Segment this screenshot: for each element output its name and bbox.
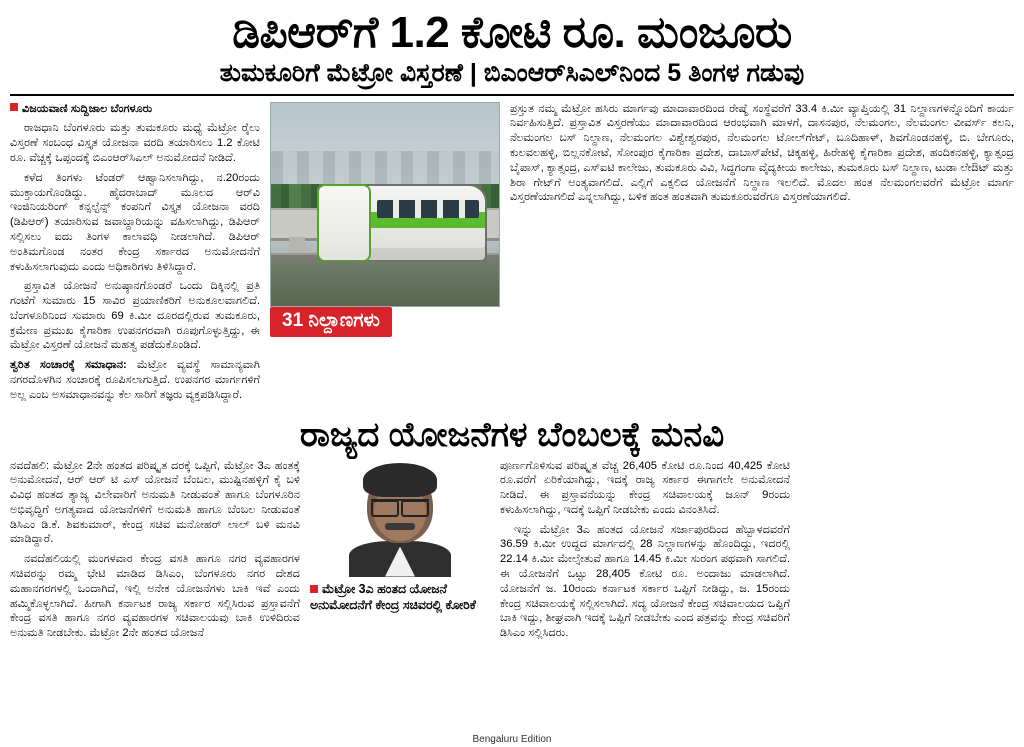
divider xyxy=(10,94,1014,96)
bottom-paragraph-4: ಇನ್ನು ಮೆಟ್ರೋ 3ಎ ಹಂತದ ಯೋಜನೆ ಸರ್ಜಾಪುರದಿಂದ ಹೆಬ್ಬಾಳದವರೆಗೆ 36.59 ಕಿ.ಮೀ ಉದ್ದದ ಮಾರ್ಗದಲ್ಲಿ 28 ನಿಲ್ದಾಣಗಳನ್ನು ಹೊಂದಿದ್ದು, ಇದರಲ್ಲಿ 22.14 ಕಿ.ಮೀ ಮೇಲ್ಸೇತುವೆ ಹಾಗೂ 14.45 ಕಿ.ಮೀ ಸುರಂಗ ಪಥವಾಗಿ ಸಾಗಲಿದೆ. ಈ ಯೋಜನೆಗೆ ಒಟ್ಟು 28,405 ಕೋಟಿ ರೂ. ಅಂದಾಜು ಮಾಡಲಾಗಿದೆ. ಯೋಜನೆಗೆ ಜ. 10ರಂದು ಕರ್ನಾಟಕ ಸರ್ಕಾರ ಒಪ್ಪಿಗೆ ನೀಡಿದ್ದು, ಜ. 15ರಂದು ಕೇಂದ್ರ ಸಚಿವಾಲಯಕ್ಕೆ ಸಲ್ಲಿಸಲಾಗಿದೆ. ಸದ್ಯ ಯೋಜನೆ ಕೇಂದ್ರ ಸಚಿವಾಲಯದ ಒಪ್ಪಿಗೆ ಬಾಕಿ ಇದ್ದು, ಶೀಘ್ರವಾಗಿ ಇದಕ್ಕೆ ಒಪ್ಪಿಗೆ ನೀಡಬೇಕು ಎಂದ ಪತ್ರವನ್ನು ಕೇಂದ್ರ ಸಚಿವರಿಗೆ ಡಿಸಿಎಂ ಸಲ್ಲಿಸಿದರು. xyxy=(500,523,790,640)
edition-footer: Bengaluru Edition xyxy=(472,734,552,745)
red-square-icon xyxy=(10,103,18,111)
avatar xyxy=(341,459,459,577)
byline-paragraph xyxy=(10,102,260,117)
portrait-caption xyxy=(310,581,490,614)
portrait-moustache xyxy=(385,523,415,530)
stations-column xyxy=(510,102,1014,210)
byline: ವಿಜಯವಾಣಿ ಸುದ್ದಿಜಾಲ ಬೆಂಗಳೂರು xyxy=(22,102,153,115)
bottom-paragraph-1: ನವದೆಹಲಿ: ಮೆಟ್ರೋ 2ನೇ ಹಂತದ ಪರಿಷ್ಕೃತ ದರಕ್ಕೆ ಒಪ್ಪಿಗೆ, ಮೆಟ್ರೋ 3ಎ ಹಂತಕ್ಕೆ ಅನುಮೋದನೆ, ಆರ್ ಆರ್ ಟಿ ಎಸ್ ಯೋಜನೆ ಬೆಂಬಲ, ಮುಷ್ಟಿನಹಳ್ಳಿಗೆ ಕೈ ಬಳಿ ವಿವಿಧ ಹಂತದ ತ್ಯಾಜ್ಯ ವಿಲೇವಾರಿಗೆ ಅನುಮತಿ ನೀಡುವಂತೆ ಹಾಗೂ ಬೆಂಗಳೂರಿನ ಅಭಿವೃದ್ಧಿಗೆ ಅಗತ್ಯವಾದ ಯೋಜನೆಗಳಿಗೆ ಅನುಮತಿ ಹಾಗೂ ಬೆಂಬಲ ನೀಡುವಂತೆ ಡಿಸಿಎಂ ಡಿ.ಕೆ. ಶಿವಕುಮಾರ್, ಕೇಂದ್ರ ಸಚಿವ ಮನೋಹರ್ ಲಾಲ್ ಬಳಿ ಮನವಿ ಮಾಡಿದ್ದಾರೆ. xyxy=(10,459,300,546)
bottom-paragraph-3: ಪೂರ್ಣಗೊಳಿಸುವ ಪರಿಷ್ಕೃತ ವೆಚ್ಚ 26,405 ಕೋಟಿ ರೂ.ನಿಂದ 40,425 ಕೋಟಿ ರೂ.ವರೆಗೆ ಏರಿಕೆಯಾಗಿದ್ದು, ಇದಕ್ಕೆ ರಾಜ್ಯ ಸರ್ಕಾರ ಈಗಾಗಲೇ ಅನುಮೋದನೆ ನೀಡಿದೆ. ಈ ಪ್ರಸ್ತಾವನೆಯನ್ನು ಕೇಂದ್ರ ಸಚಿವಾಲಯಕ್ಕೆ ಜೂನ್ 9ರಂದು ಕಳುಹಿಸಲಾಗಿದ್ದು, ಇದಕ್ಕೆ ಒಪ್ಪಿಗೆ ನೀಡಬೇಕು ಎಂದು ವಿನಂತಿಸಿದೆ. xyxy=(500,459,790,516)
left-column xyxy=(10,102,260,408)
secondary-headline: ರಾಜ್ಯದ ಯೋಜನೆಗಳ ಬೆಂಬಲಕ್ಕೆ ಮನವಿ xyxy=(299,415,725,454)
portrait-hair xyxy=(363,463,437,497)
stations-paragraph: ಪ್ರಸ್ತುತ ನಮ್ಮ ಮೆಟ್ರೋ ಹಸಿರು ಮಾರ್ಗವು ಮಾದಾವಾರದಿಂದ ರೇಷ್ಮೆ ಸಂಸ್ಥೆವರೆಗೆ 33.4 ಕಿ.ಮೀ ವ್ಯಾಪ್ತಿಯಲ್ಲಿ 31 ನಿಲ್ದಾಣಗಳನ್ನೊಂದಿಗೆ ಕಾರ್ಯ ನಿರ್ವಹಿಸುತ್ತಿದೆ. ಪ್ರಸ್ತಾವಿತ ವಿಸ್ತರಣೆಯು ಮಾದಾವಾರದಿಂದ ಆರಂಭವಾಗಿ ಮಾಳಗೆ, ದಾಸನಪುರ, ನೆಲಮಂಗಲ, ನೆಲಮಂಗಲ ವೀವರ್ಸ್ ಕಲನಿ, ನೆಲಮಂಗಲ ಬಸ್ ನಿಲ್ದಾಣ, ನೆಲಮಂಗಲ ವಿಶ್ವೇಶ್ವರಪುರ, ನೆಲಮಂಗಲ ಟೋಲ್‌ಗೇಟ್, ಬೂದಿಹಾಳ್, ಶಿವಗೊಂಡನಹಳ್ಳಿ, ಬಿ. ಬೇಗೂರು, ಕುಲವಲಹಳ್ಳಿ, ಬಿಲ್ಲನಕೋಟೆ, ಸೋಂಪುರ ಕೈಗಾರಿಕಾ ಪ್ರದೇಶ, ದಾಬಾಸ್‌ಪೇಟೆ, ಚಿಕ್ಕಹಳ್ಳಿ, ಹಿರೇಹಳ್ಳಿ ಕೈಗಾರಿಕಾ ಪ್ರದೇಶ, ಹಂದಿಕನಹಳ್ಳಿ, ಕ್ಯಾತ್ಸಂದ್ರ ಬೈಪಾಸ್, ಕ್ಯಾತ್ಸಂದ್ರ, ಎಸ್‌ಐಟಿ ಕಾಲೇಜು, ತುಮಕೂರು ವಿವಿ, ಸಿದ್ಧಗಂಗಾ ವೈದ್ಯಕೀಯ ಕಾಲೇಜು, ತುಮಕೂರು ಬಸ್ ನಿಲ್ದಾಣ, ಟುಡಾ ಲೇಔಟ್ ಮತ್ತು ಶಿರಾ ಗೇಟ್‌ಗೆ ಅಂತ್ಯವಾಗಲಿದೆ. ಎಲ್ಲಿಗೆ ಎಕ್ಸಲಿದ ಯೋಜನೆಗೆ ನಿಲ್ದಾಣ ಇಲಲಿದೆ. ಮೊದಲ ಹಂತ ನೆಲಮಂಗಲವರೆಗೆ ಮೆಟ್ರೋ ಮಾರ್ಗ ವಿಸ್ತರಣೆಯಾಗಲಿದೆ ಎನ್ನಲಾಗಿದ್ದು, ಬಳಿಕ ಹಂತ ಹಂತವಾಗಿ ತುಮಕೂರುವರೆಗೂ ವಿಸ್ತರಣೆಯಾಗಲಿದೆ. xyxy=(510,102,1014,204)
train-windows xyxy=(377,200,479,218)
middle-column xyxy=(270,102,500,341)
top-section xyxy=(10,102,1014,408)
page-subtitle: ತುಮಕೂರಿಗೆ ಮೆಟ್ರೋ ವಿಸ್ತರಣೆ | ಬಿಎಂಆರ್‌ಸಿಎಲ್‌ನಿಂದ 5 ತಿಂಗಳ ಗಡುವು xyxy=(219,59,805,88)
left-paragraph-1: ರಾಜಧಾನಿ ಬೆಂಗಳೂರು ಮತ್ತು ತುಮಕೂರು ಮಧ್ಯೆ ಮೆಟ್ರೋ ರೈಲು ವಿಸ್ತರಣೆ ಸಂಬಂಧ ವಿಸ್ತೃತ ಯೋಜನಾ ವರದಿ ತಯಾರಿಸಲು 1.2 ಕೋಟಿ ರೂ. ವೆಚ್ಚಕ್ಕೆ ಒಪ್ಪಂದಕ್ಕೆ ಬಿಎಂಆರ್‌ಸಿಎಲ್ ಅನುಮೋದನೆ ನೀಡಿದೆ. xyxy=(10,122,260,165)
left-last-text: ಮೆಟ್ರೋ ವ್ಯವಸ್ಥೆ ಸಾಮಾನ್ಯವಾಗಿ ನಗರದೊಳಗಿನ ಸಂಚಾರಕ್ಕೆ ರೂಪಿಸಲಾಗುತ್ತಿದೆ. ಉಪನಗರ ಮಾರ್ಗಗಳಿಗೆ ಅಲ್ಲ ಎಂಬ ಅಸಮಾಧಾನವನ್ನು ಕೆಲ ಸಾರಿಗೆ ತಜ್ಞರು ವ್ಯಕ್ತಪಡಿಸಿದ್ದಾರೆ. xyxy=(10,359,260,401)
stations-badge-wrap xyxy=(270,307,500,341)
portrait-caption-text: ಮೆಟ್ರೋ 3ಎ ಹಂತದ ಯೋಜನೆ ಅನುಮೋದನೆಗೆ ಕೇಂದ್ರ ಸಚಿವರಲ್ಲಿ ಕೋರಿಕೆ xyxy=(310,581,476,612)
left-subhead-paragraph xyxy=(10,358,260,402)
bottom-section xyxy=(10,459,1014,646)
train-front-cab xyxy=(317,184,371,262)
status-badge: 31 ನಿಲ್ದಾಣಗಳು xyxy=(270,307,392,337)
photo-metro-train xyxy=(317,184,487,262)
metro-train-photo xyxy=(270,102,500,307)
bottom-column-3 xyxy=(500,459,790,646)
glasses-icon xyxy=(371,499,429,512)
photo-ground xyxy=(271,261,499,306)
bottom-column-1 xyxy=(10,459,300,646)
left-paragraph-2: ಕಳೆದ ತಿಂಗಳು ಟೆಂಡರ್ ಆಹ್ವಾನಿಸಲಾಗಿದ್ದು, ನ.20ರಂದು ಮುಕ್ತಾಯಗೊಂಡಿದ್ದು. ಹೈದರಾಬಾದ್ ಮೂಲದ ಆರ್‌ವಿ ಇಂಜಿನಿಯರಿಂಗ್ ಕನ್ಸಲ್ಟೆನ್ಸ್ ಕಂಪನಿಗೆ ವಿಸ್ತೃತ ಯೋಜನಾ ವರದಿ (ಡಿಪಿಆರ್) ತಯಾರಿಸುವ ಜವಾಬ್ದಾರಿಯನ್ನು ವಹಿಸಲಾಗಿದ್ದು, ಡಿಪಿಆರ್ ಸಲ್ಲಿಸಲು ಐದು ತಿಂಗಳ ಕಾಲಾವಧಿ ನೀಡಲಾಗಿದೆ. ಡಿಪಿಆರ್ ಅಂತಿಮಗೊಂಡ ನಂತರ ಕೇಂದ್ರ ಸರ್ಕಾರದ ಅನುಮೋದನೆಗೆ ಕಳುಹಿಸಲಾಗುವುದು ಎಂದು ಅಧಿಕಾರಿಗಳು ತಿಳಿಸಿದ್ದಾರೆ. xyxy=(10,171,260,273)
left-paragraph-3: ಪ್ರಸ್ತಾವಿತ ಯೋಜನೆ ಅನುಷ್ಠಾನಗೊಂಡರೆ ಒಂದು ದಿಕ್ಕಿನಲ್ಲಿ ಪ್ರತಿ ಗಂಟೆಗೆ ಸುಮಾರು 15 ಸಾವಿರ ಪ್ರಯಾಣಿಕರಿಗೆ ಅನುಕೂಲವಾಗಲಿದೆ. ಬೆಂಗಳೂರಿನಿಂದ ಸುಮಾರು 69 ಕಿ.ಮೀ ದೂರದಲ್ಲಿರುವ ತುಮಕೂರು, ಕ್ರಮೇಣ ಪ್ರಮುಖ ಕೈಗಾರಿಕಾ ಉಪನಗರವಾಗಿ ರೂಪುಗೊಳ್ಳುತ್ತಿದ್ದು, ಈ ಮೆಟ್ರೋ ವಿಸ್ತರಣೆ ಯೋಜನೆ ಮಹತ್ವ ಪಡೆದುಕೊಂಡಿದೆ. xyxy=(10,280,260,352)
bottom-paragraph-2: ನವದೆಹಲಿಯಲ್ಲಿ ಮಂಗಳವಾರ ಕೇಂದ್ರ ವಸತಿ ಹಾಗೂ ನಗರ ವ್ಯವಹಾರಗಳ ಸಚಿವರನ್ನು ರಮ್ಮ ಭೇಟಿ ಮಾಡಿದ ಡಿಸಿಎಂ, ಬೆಂಗಳೂರು ನಗರ ದೇಶದ ಮಹಾನಗರಗಳಲ್ಲಿ ಒಂದಾಗಿದೆ, ಇಲ್ಲಿ ಅನೇಕ ಯೋಜನೆಗಳು ಬಾಕಿ ಇವೆ ಎಂದು ಹಮ್ಮಿಕೊಳ್ಳಲಾಗಿದೆ. ಹೀಗಾಗಿ ಕರ್ನಾಟಕ ರಾಜ್ಯ ಸರ್ಕಾರ ಸಲ್ಲಿಸಿರುವ ಪ್ರಸ್ತಾವನೆಗೆ ಕೇಂದ್ರ ವಸತಿ ಹಾಗೂ ನಗರ ವ್ಯವಹಾರಗಳ ಸಚಿವಾಲಯವು ಬಾಕಿ ಉಳಿದಿರುವ ಅನುಮತಿ ನೀಡಬೇಕು. ಮೆಟ್ರೋ 2ನೇ ಹಂತದ ಯೋಜನೆ xyxy=(10,553,300,640)
portrait-column xyxy=(310,459,490,614)
red-square-icon xyxy=(310,585,318,593)
page-title: ಡಿಪಿಆರ್‌ಗೆ 1.2 ಕೋಟಿ ರೂ. ಮಂಜೂರು xyxy=(232,8,792,57)
left-subhead: ತ್ವರಿತ ಸಂಚಾರಕ್ಕೆ ಸಮಾಧಾನ: xyxy=(10,359,127,372)
